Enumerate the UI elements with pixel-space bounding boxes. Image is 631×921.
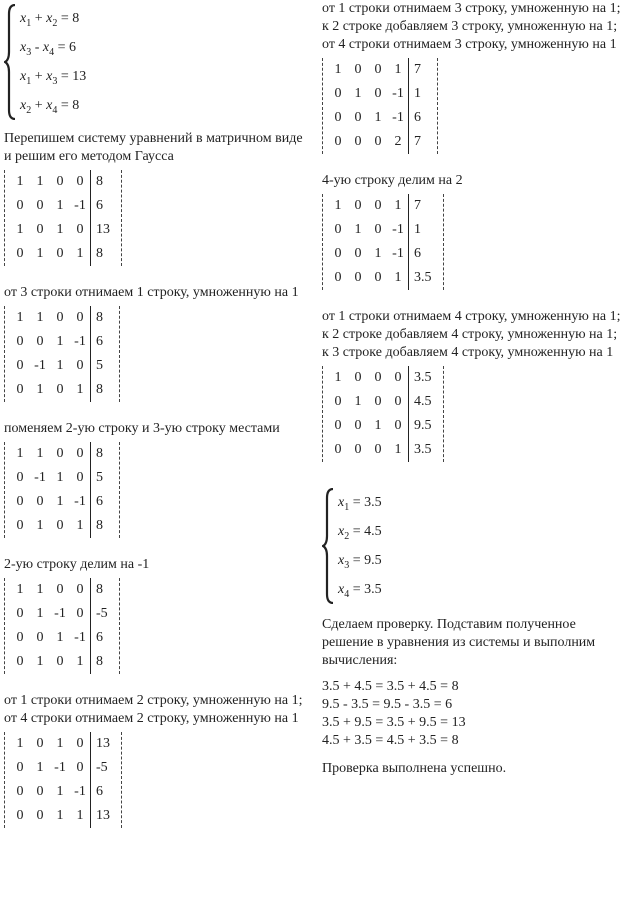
variable: x	[338, 553, 345, 568]
matrix-rhs-cell: 1	[409, 82, 433, 106]
matrix-bracket-left	[322, 58, 323, 154]
matrix-cell: 1	[36, 382, 44, 397]
matrix-row	[328, 218, 438, 242]
matrix-cell: 1	[36, 310, 44, 325]
subscript: 1	[26, 76, 32, 87]
variable: x	[20, 11, 27, 26]
rhs: = 6	[54, 40, 77, 55]
matrix-cell: 0	[354, 62, 362, 77]
matrix-rhs-cell: 8	[91, 650, 115, 674]
matrix-cell: 0	[354, 246, 362, 261]
matrix-cell: 0	[354, 198, 362, 213]
matrix-bracket-left	[4, 578, 5, 674]
variable: x	[46, 69, 53, 84]
matrix-cell: 0	[56, 518, 64, 533]
matrix-table	[10, 732, 116, 828]
subscript: 4	[344, 589, 350, 600]
matrix-cell: -1	[34, 358, 46, 373]
matrix-cell: 0	[334, 134, 342, 149]
matrix-cell: 1	[394, 270, 402, 285]
matrix-row	[10, 804, 116, 828]
matrix-row	[10, 170, 116, 194]
matrix-cell: 1	[16, 174, 24, 189]
matrix-rhs-cell: 5	[91, 354, 115, 378]
matrix-cell: 1	[36, 518, 44, 533]
matrix-cell: 0	[394, 418, 402, 433]
matrix-cell: 1	[56, 222, 64, 237]
matrix-rhs-cell: 3.5	[409, 438, 438, 462]
check-lines	[322, 678, 627, 750]
matrix-cell: 0	[16, 654, 24, 669]
matrix-row	[328, 414, 438, 438]
matrix-cell: 0	[374, 270, 382, 285]
matrix-cell: 0	[56, 582, 64, 597]
equation-row	[20, 62, 304, 91]
matrix-cell: -1	[74, 784, 86, 799]
augmented-matrix	[4, 170, 122, 266]
matrix-cell: -1	[392, 86, 404, 101]
matrix-cell: 1	[36, 446, 44, 461]
matrix-table	[328, 194, 438, 290]
matrix-cell: 1	[56, 808, 64, 823]
matrix-rhs-cell: 3.5	[409, 366, 438, 390]
matrix-cell: 0	[36, 494, 44, 509]
solution-row	[338, 517, 627, 546]
matrix-row	[328, 366, 438, 390]
matrix-row	[10, 650, 114, 674]
left-brace	[322, 488, 336, 604]
matrix-cell: 1	[374, 418, 382, 433]
matrix-cell: 0	[76, 736, 84, 751]
matrix-rhs-cell: 6	[91, 194, 117, 218]
matrix-cell: 0	[394, 394, 402, 409]
matrix-rhs-cell: 13	[91, 732, 117, 756]
matrix-row	[10, 442, 114, 466]
step-block	[4, 130, 304, 278]
rhs: = 8	[57, 98, 80, 113]
matrix-bracket-right	[437, 58, 438, 154]
matrix-cell: 0	[374, 62, 382, 77]
matrix-cell: 0	[374, 442, 382, 457]
matrix-cell: 2	[394, 134, 402, 149]
matrix-rhs-cell: -5	[91, 756, 117, 780]
matrix-bracket-right	[119, 578, 120, 674]
matrix-cell: 0	[334, 418, 342, 433]
matrix-cell: 0	[76, 470, 84, 485]
matrix-cell: 1	[56, 198, 64, 213]
matrix-rhs-cell: 8	[91, 578, 115, 602]
matrix-cell: 1	[334, 370, 342, 385]
matrix-cell: 0	[76, 760, 84, 775]
operator: +	[31, 98, 47, 113]
matrix-cell: -1	[54, 606, 66, 621]
equation-row	[20, 4, 304, 33]
matrix-cell: 1	[56, 736, 64, 751]
matrix-bracket-right	[119, 442, 120, 538]
matrix-bracket-left	[4, 306, 5, 402]
matrix-bracket-left	[4, 732, 5, 828]
solution-row	[338, 575, 627, 604]
matrix-cell: 0	[374, 370, 382, 385]
matrix-cell: 1	[394, 442, 402, 457]
matrix-cell: 1	[76, 246, 84, 261]
matrix-cell: 0	[76, 222, 84, 237]
matrix-cell: 0	[16, 334, 24, 349]
matrix-cell: -1	[392, 110, 404, 125]
rhs: = 13	[57, 69, 87, 84]
matrix-rhs-cell: 6	[91, 490, 115, 514]
matrix-cell: 1	[56, 358, 64, 373]
matrix-bracket-right	[121, 732, 122, 828]
matrix-cell: 1	[394, 62, 402, 77]
variable: x	[20, 40, 27, 55]
augmented-matrix	[4, 442, 120, 538]
matrix-cell: 0	[334, 86, 342, 101]
matrix-cell: -1	[74, 198, 86, 213]
rhs: = 8	[57, 11, 80, 26]
matrix-cell: 0	[76, 310, 84, 325]
matrix-cell: 0	[56, 382, 64, 397]
matrix-bracket-right	[443, 194, 444, 290]
variable: x	[20, 69, 27, 84]
matrix-cell: 1	[56, 470, 64, 485]
subscript: 3	[26, 47, 32, 58]
matrix-cell: 0	[16, 358, 24, 373]
matrix-rhs-cell: 7	[409, 194, 438, 218]
subscript: 4	[52, 105, 58, 116]
check-line: 4.5 + 3.5 = 4.5 + 3.5 = 8	[322, 733, 459, 748]
matrix-rhs-cell: 8	[91, 514, 115, 538]
matrix-rhs-cell: 13	[91, 218, 117, 242]
matrix-rhs-cell: 5	[91, 466, 115, 490]
matrix-bracket-right	[443, 366, 444, 462]
subscript: 1	[344, 502, 350, 513]
step-description: поменяем 2-ую строку и 3-ую строку местами	[4, 421, 280, 436]
matrix-rhs-cell: 4.5	[409, 390, 438, 414]
matrix-row	[10, 466, 114, 490]
matrix-cell: 1	[36, 654, 44, 669]
matrix-row	[10, 194, 116, 218]
matrix-rhs-cell: 8	[91, 242, 117, 266]
variable: x	[338, 582, 345, 597]
matrix-cell: 1	[394, 198, 402, 213]
matrix-cell: 1	[56, 334, 64, 349]
matrix-bracket-left	[4, 170, 5, 266]
rhs: = 9.5	[349, 553, 382, 568]
operator: -	[31, 40, 43, 55]
matrix-row	[328, 130, 432, 154]
matrix-cell: 0	[16, 518, 24, 533]
matrix-cell: 0	[354, 270, 362, 285]
matrix-cell: 0	[16, 470, 24, 485]
matrix-cell: 0	[16, 606, 24, 621]
matrix-bracket-right	[121, 170, 122, 266]
matrix-cell: 1	[16, 582, 24, 597]
matrix-cell: 0	[76, 446, 84, 461]
left-brace	[4, 4, 18, 120]
matrix-cell: 1	[36, 760, 44, 775]
matrix-cell: 0	[334, 442, 342, 457]
matrix-cell: 0	[36, 808, 44, 823]
operator: +	[31, 69, 47, 84]
matrix-cell: 0	[56, 174, 64, 189]
matrix-rhs-cell: 6	[409, 242, 438, 266]
matrix-cell: 1	[16, 222, 24, 237]
matrix-row	[10, 780, 116, 804]
matrix-cell: 0	[56, 310, 64, 325]
matrix-rhs-cell: 7	[409, 58, 433, 82]
subscript: 1	[26, 18, 32, 29]
matrix-row	[10, 490, 114, 514]
matrix-cell: 0	[374, 86, 382, 101]
step-description: 4-ую строку делим на 2	[322, 173, 463, 188]
matrix-table	[10, 442, 114, 538]
matrix-cell: 1	[354, 394, 362, 409]
subscript: 2	[26, 105, 32, 116]
augmented-matrix	[4, 732, 122, 828]
conclusion: Проверка выполнена успешно.	[322, 761, 507, 776]
matrix-cell: 0	[56, 446, 64, 461]
matrix-cell: 0	[56, 246, 64, 261]
matrix-row	[328, 242, 438, 266]
matrix-cell: 0	[56, 654, 64, 669]
matrix-cell: 0	[354, 134, 362, 149]
matrix-row	[10, 514, 114, 538]
check-intro: Сделаем проверку. Подставим полученное решение в уравнения из системы и выполним вычисления:	[322, 617, 596, 668]
step-block	[4, 556, 304, 686]
matrix-cell: 0	[334, 222, 342, 237]
matrix-row	[10, 218, 116, 242]
matrix-row	[10, 756, 116, 780]
matrix-cell: 0	[16, 494, 24, 509]
matrix-cell: -1	[74, 334, 86, 349]
augmented-matrix	[322, 58, 438, 154]
matrix-cell: 0	[36, 334, 44, 349]
matrix-cell: 0	[36, 784, 44, 799]
matrix-cell: 0	[36, 222, 44, 237]
matrix-rhs-cell: -5	[91, 602, 115, 626]
matrix-cell: 1	[16, 446, 24, 461]
matrix-cell: 1	[76, 808, 84, 823]
step-block	[4, 284, 304, 414]
matrix-rhs-cell: 7	[409, 130, 433, 154]
subscript: 4	[49, 47, 55, 58]
matrix-cell: 0	[334, 246, 342, 261]
matrix-cell: 1	[374, 246, 382, 261]
matrix-cell: 0	[334, 270, 342, 285]
equation-row	[20, 91, 304, 120]
matrix-table	[10, 170, 116, 266]
rhs: = 3.5	[349, 495, 382, 510]
matrix-rhs-cell: 8	[91, 306, 115, 330]
check-line: 3.5 + 9.5 = 3.5 + 9.5 = 13	[322, 715, 466, 730]
matrix-cell: 1	[354, 222, 362, 237]
matrix-cell: 0	[16, 198, 24, 213]
augmented-matrix	[4, 578, 120, 674]
matrix-rhs-cell: 3.5	[409, 266, 438, 290]
matrix-cell: -1	[392, 246, 404, 261]
left-column	[4, 0, 304, 840]
right-column	[322, 0, 627, 778]
matrix-cell: 1	[36, 606, 44, 621]
variable: x	[338, 524, 345, 539]
matrix-cell: 0	[36, 736, 44, 751]
step-description: 2-ую строку делим на -1	[4, 557, 150, 572]
matrix-table	[10, 306, 114, 402]
variable: x	[20, 98, 27, 113]
matrix-rhs-cell: 1	[409, 218, 438, 242]
matrix-bracket-right	[119, 306, 120, 402]
matrix-cell: 0	[354, 418, 362, 433]
matrix-cell: 1	[16, 310, 24, 325]
augmented-matrix	[4, 306, 120, 402]
matrix-rhs-cell: 6	[91, 330, 115, 354]
matrix-rhs-cell: 13	[91, 804, 117, 828]
matrix-cell: 0	[16, 784, 24, 799]
matrix-cell: 1	[56, 494, 64, 509]
matrix-row	[10, 732, 116, 756]
matrix-cell: 0	[354, 442, 362, 457]
subscript: 3	[344, 560, 350, 571]
matrix-bracket-left	[322, 366, 323, 462]
step-block	[4, 420, 304, 550]
matrix-cell: 0	[374, 198, 382, 213]
operator: +	[31, 11, 47, 26]
step-description: от 3 строки отнимаем 1 строку, умноженную на 1	[4, 285, 299, 300]
step-block	[4, 692, 304, 840]
variable: x	[46, 98, 53, 113]
solution-system	[322, 488, 627, 604]
augmented-matrix	[322, 194, 444, 290]
matrix-cell: 0	[36, 198, 44, 213]
rhs: = 3.5	[349, 582, 382, 597]
matrix-cell: 0	[16, 760, 24, 775]
matrix-rhs-cell: 9.5	[409, 414, 438, 438]
variable: x	[338, 495, 345, 510]
left-steps	[4, 130, 304, 840]
matrix-cell: 0	[76, 358, 84, 373]
matrix-cell: 0	[354, 110, 362, 125]
matrix-cell: 0	[76, 606, 84, 621]
matrix-cell: 1	[76, 518, 84, 533]
matrix-row	[328, 266, 438, 290]
step-description: от 1 строки отнимаем 3 строку, умноженную на 1; к 2 строке добавляем 3 строку, умноженную на 1; от 4 строки отнимаем 3 строку, умноженную на 1	[322, 1, 621, 52]
variable: x	[42, 40, 50, 55]
solution-row	[338, 488, 627, 517]
matrix-row	[10, 306, 114, 330]
matrix-cell: 1	[76, 382, 84, 397]
step-block	[322, 0, 627, 166]
matrix-bracket-left	[322, 194, 323, 290]
matrix-cell: 0	[374, 222, 382, 237]
matrix-table	[10, 578, 114, 674]
variable: x	[46, 11, 53, 26]
matrix-cell: 0	[16, 808, 24, 823]
step-description: от 1 строки отнимаем 2 строку, умноженную на 1; от 4 строки отнимаем 2 строку, умноженную на 1	[4, 693, 303, 726]
matrix-rhs-cell: 6	[409, 106, 433, 130]
matrix-cell: -1	[74, 630, 86, 645]
matrix-rhs-cell: 8	[91, 378, 115, 402]
matrix-cell: -1	[74, 494, 86, 509]
matrix-row	[328, 82, 432, 106]
step-block	[322, 308, 627, 474]
check-line: 9.5 - 3.5 = 9.5 - 3.5 = 6	[322, 697, 453, 712]
equation-row	[20, 33, 304, 62]
matrix-row	[328, 438, 438, 462]
augmented-matrix	[322, 366, 444, 462]
matrix-row	[10, 626, 114, 650]
check-line: 3.5 + 4.5 = 3.5 + 4.5 = 8	[322, 679, 459, 694]
subscript: 2	[52, 18, 58, 29]
matrix-row	[10, 378, 114, 402]
step-description: Перепишем систему уравнений в матричном виде и решим его методом Гаусса	[4, 131, 303, 164]
matrix-cell: 0	[394, 370, 402, 385]
subscript: 3	[52, 76, 58, 87]
matrix-cell: -1	[34, 470, 46, 485]
matrix-row	[328, 58, 432, 82]
matrix-cell: 1	[334, 198, 342, 213]
matrix-row	[328, 106, 432, 130]
matrix-row	[328, 194, 438, 218]
matrix-cell: 1	[76, 654, 84, 669]
step-block	[322, 172, 627, 302]
matrix-cell: 0	[374, 134, 382, 149]
matrix-cell: 0	[76, 174, 84, 189]
matrix-cell: 1	[374, 110, 382, 125]
matrix-cell: 0	[16, 382, 24, 397]
matrix-cell: 0	[16, 246, 24, 261]
solution-row	[338, 546, 627, 575]
matrix-row	[10, 354, 114, 378]
matrix-cell: -1	[392, 222, 404, 237]
matrix-cell: 0	[354, 370, 362, 385]
matrix-cell: 0	[16, 630, 24, 645]
matrix-rhs-cell: 8	[91, 170, 117, 194]
equation-system	[4, 4, 304, 120]
matrix-row	[10, 578, 114, 602]
matrix-table	[328, 58, 432, 154]
matrix-cell: 1	[56, 630, 64, 645]
matrix-table	[328, 366, 438, 462]
matrix-cell: 0	[334, 394, 342, 409]
matrix-cell: 0	[374, 394, 382, 409]
matrix-cell: 0	[76, 582, 84, 597]
subscript: 2	[344, 531, 350, 542]
matrix-row	[10, 602, 114, 626]
matrix-row	[10, 242, 116, 266]
matrix-cell: 1	[16, 736, 24, 751]
matrix-cell: 1	[354, 86, 362, 101]
matrix-cell: 1	[36, 174, 44, 189]
matrix-bracket-left	[4, 442, 5, 538]
step-description: от 1 строки отнимаем 4 строку, умноженную на 1; к 2 строке добавляем 4 строку, умноженную на 1; к 3 строке добавляем 4 строку, умноженную на 1	[322, 309, 621, 360]
right-steps	[322, 0, 627, 474]
matrix-cell: 1	[56, 784, 64, 799]
matrix-cell: 1	[36, 246, 44, 261]
matrix-row	[10, 330, 114, 354]
matrix-rhs-cell: 8	[91, 442, 115, 466]
matrix-cell: 1	[36, 582, 44, 597]
matrix-cell: 1	[334, 62, 342, 77]
matrix-row	[328, 390, 438, 414]
matrix-rhs-cell: 6	[91, 626, 115, 650]
rhs: = 4.5	[349, 524, 382, 539]
matrix-cell: 0	[334, 110, 342, 125]
matrix-cell: -1	[54, 760, 66, 775]
matrix-rhs-cell: 6	[91, 780, 117, 804]
matrix-cell: 0	[36, 630, 44, 645]
